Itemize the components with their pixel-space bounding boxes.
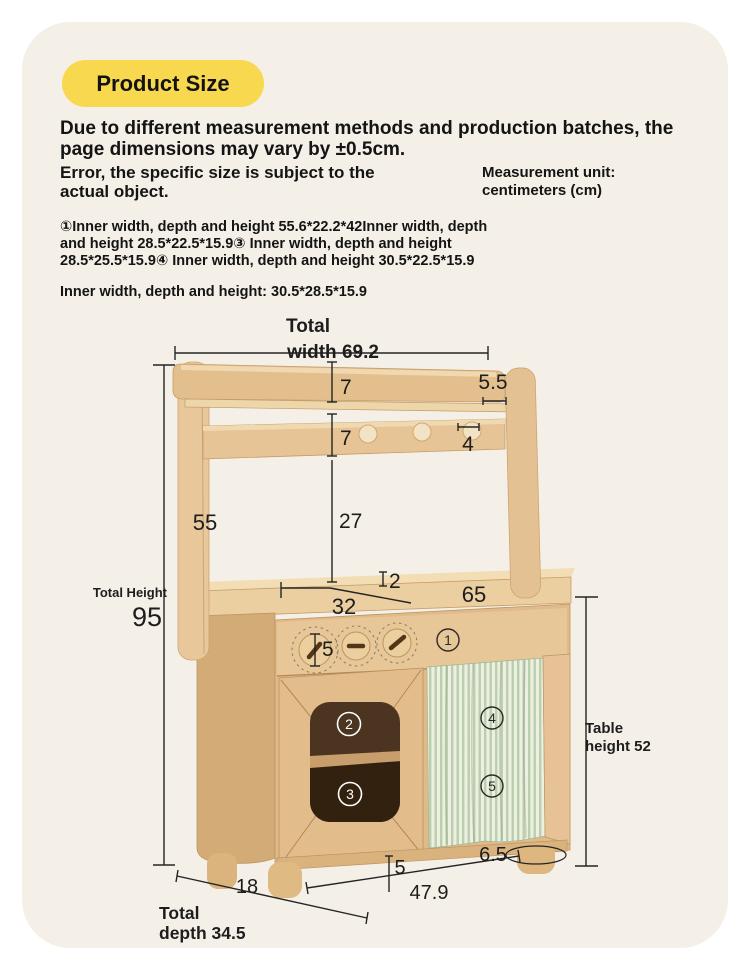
marker-5-number: 5	[488, 778, 496, 794]
shelf-depth-value: 5.5	[478, 371, 508, 394]
total-height-label: Total Height	[92, 585, 167, 600]
dim-total-depth	[159, 870, 368, 943]
note-main-line2: page dimensions may vary by ±0.5cm.	[60, 139, 406, 160]
shelf-height-value: 7	[340, 376, 352, 399]
dim-table-height	[575, 597, 651, 866]
total-depth-label-line2: depth 34.5	[159, 923, 246, 943]
note-sub	[60, 163, 375, 201]
hutch-right-post	[505, 368, 541, 599]
knob-diameter-value: 5	[322, 638, 334, 661]
hutch-height-value: 55	[192, 510, 218, 535]
mid-gap-value: 27	[339, 510, 363, 533]
measurement-unit-line2: centimeters (cm)	[482, 182, 603, 199]
table-height-label-line2: height 52	[585, 738, 651, 755]
opening-lower	[310, 762, 400, 822]
marker-4-number: 4	[488, 710, 496, 726]
curtain-right-frame	[543, 654, 570, 844]
cabinet-front	[275, 604, 570, 870]
dim-total-height	[93, 365, 175, 865]
peg-width-value: 4	[462, 433, 474, 456]
measurement-unit-note	[482, 164, 615, 200]
table-height-label-line1: Table	[585, 720, 624, 737]
peg-1	[359, 425, 377, 443]
leg-inset-value: 5	[394, 857, 406, 879]
marker-1-number: 1	[444, 632, 452, 648]
dim-mid-gap	[327, 460, 362, 582]
curtain	[427, 658, 545, 848]
measurement-unit-line1: Measurement unit:	[482, 164, 616, 181]
total-width-label-line1: Total	[286, 316, 330, 337]
leg-right	[517, 843, 555, 874]
base-width-value: 47.9	[409, 882, 449, 904]
total-depth-label-line1: Total	[159, 903, 200, 923]
leg-diameter-value: 6.5	[479, 844, 507, 866]
note-main	[60, 118, 673, 160]
marker-2-number: 2	[345, 716, 353, 732]
product-size-badge-label: Product Size	[96, 70, 230, 96]
total-height-value: 95	[131, 602, 162, 632]
product-size-badge	[62, 60, 264, 107]
counter-width-value: 65	[461, 582, 487, 607]
peg-2	[413, 423, 431, 441]
counter-left-value: 32	[331, 594, 357, 619]
side-depth-value: 18	[235, 876, 259, 898]
note-main-line1: Due to different measurement methods and production batches, the	[60, 118, 674, 139]
depth-tick-left	[176, 870, 178, 882]
note-sub-line2: actual object.	[60, 182, 169, 201]
depth-tick-right	[366, 912, 368, 924]
hutch-peg-rail	[203, 419, 505, 459]
total-width-label-line2: width 69.2	[287, 342, 379, 363]
dim-total-width	[175, 316, 488, 363]
spec-line3: 28.5*25.5*15.9④ Inner width, depth and height 30.5*22.5*15.9	[60, 253, 475, 269]
spec-line2: and height 28.5*22.5*15.9③ Inner width, depth and height	[60, 236, 452, 252]
play-kitchen-illustration	[173, 362, 575, 898]
size-diagram	[55, 310, 715, 955]
note-sub-line1: Error, the specific size is subject to the	[60, 163, 375, 182]
base-width-tick-left	[306, 882, 308, 894]
marker-3-number: 3	[346, 786, 354, 802]
rail-height-value: 7	[340, 427, 352, 450]
counter-thickness-value: 2	[389, 570, 401, 593]
inner-dimensions-summary: Inner width, depth and height: 30.5*28.5*15.9	[60, 284, 367, 300]
spec-line1: ①Inner width, depth and height 55.6*22.2*42Inner width, depth	[60, 219, 488, 235]
inner-dimensions-paragraph	[60, 219, 487, 270]
leg-front-left	[268, 862, 302, 898]
